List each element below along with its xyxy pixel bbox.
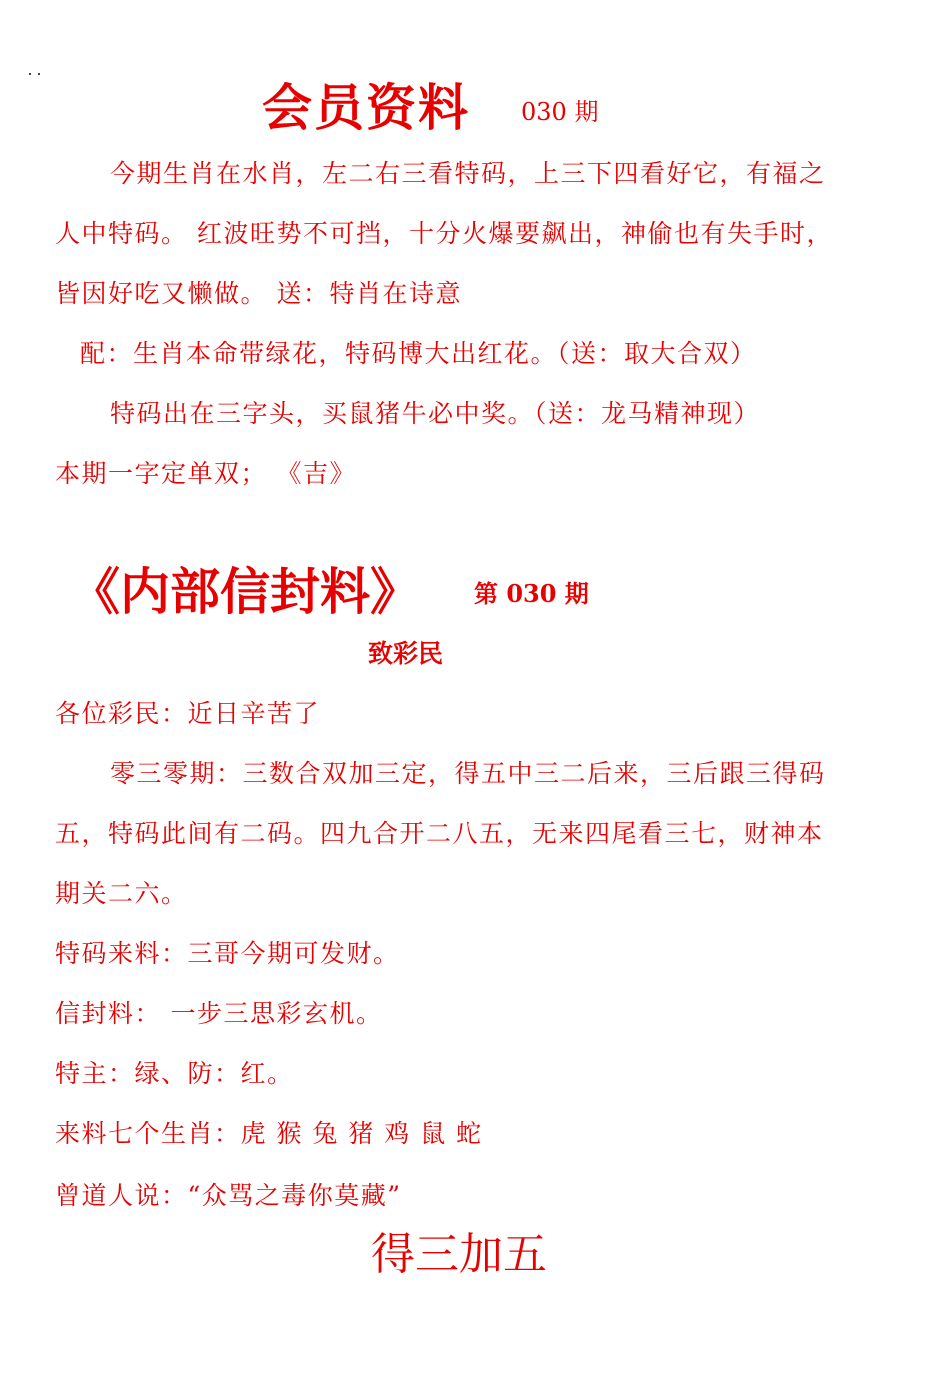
envelope-line-1: 零三零期：三数合双加三定，得五中三二后来，三后跟三得码 (110, 759, 826, 788)
member-paragraph-5: 特码出在三字头，买鼠猪牛必中奖。（送：龙马精神现） (110, 399, 761, 428)
member-paragraph-2: 人中特码。 红波旺势不可挡，十分火爆要飙出，神偷也有失手时， (55, 219, 833, 248)
member-issue: 030 期 (521, 98, 599, 126)
envelope-line-3: 期关二六。 (55, 879, 188, 908)
envelope-line-6: 特主：绿、防：红。 (55, 1059, 294, 1088)
member-title: 会员资料 (262, 78, 470, 137)
envelope-line-4: 特码来料：三哥今期可发财。 (55, 939, 400, 968)
member-paragraph-1: 今期生肖在水肖，左二右三看特码，上三下四看好它，有福之 (110, 159, 826, 188)
speck-1 (29, 73, 31, 75)
envelope-issue: 第 030 期 (474, 579, 589, 608)
envelope-title: 《内部信封料》 (70, 562, 420, 621)
envelope-line-8: 曾道人说：“众骂之毒你莫藏” (55, 1181, 402, 1210)
envelope-greeting-center: 致彩民 (368, 639, 444, 668)
member-paragraph-6: 本期一字定单双； 《吉》 (55, 459, 356, 488)
member-paragraph-3: 皆因好吃又懒做。 送：特肖在诗意 (55, 279, 462, 308)
envelope-line-2: 五，特码此间有二码。四九合开二八五，无来四尾看三七，财神本 (55, 819, 824, 848)
envelope-greeting: 各位彩民：近日辛苦了 (55, 699, 321, 728)
envelope-line-7: 来料七个生肖：虎 猴 兔 猪 鸡 鼠 蛇 (55, 1119, 483, 1148)
envelope-line-5: 信封料： 一步三思彩玄机。 (55, 999, 383, 1028)
speck-2 (38, 73, 40, 75)
final-slogan: 得三加五 (371, 1229, 547, 1280)
member-paragraph-4: 配：生肖本命带绿花，特码博大出红花。（送：取大合双） (80, 339, 757, 368)
